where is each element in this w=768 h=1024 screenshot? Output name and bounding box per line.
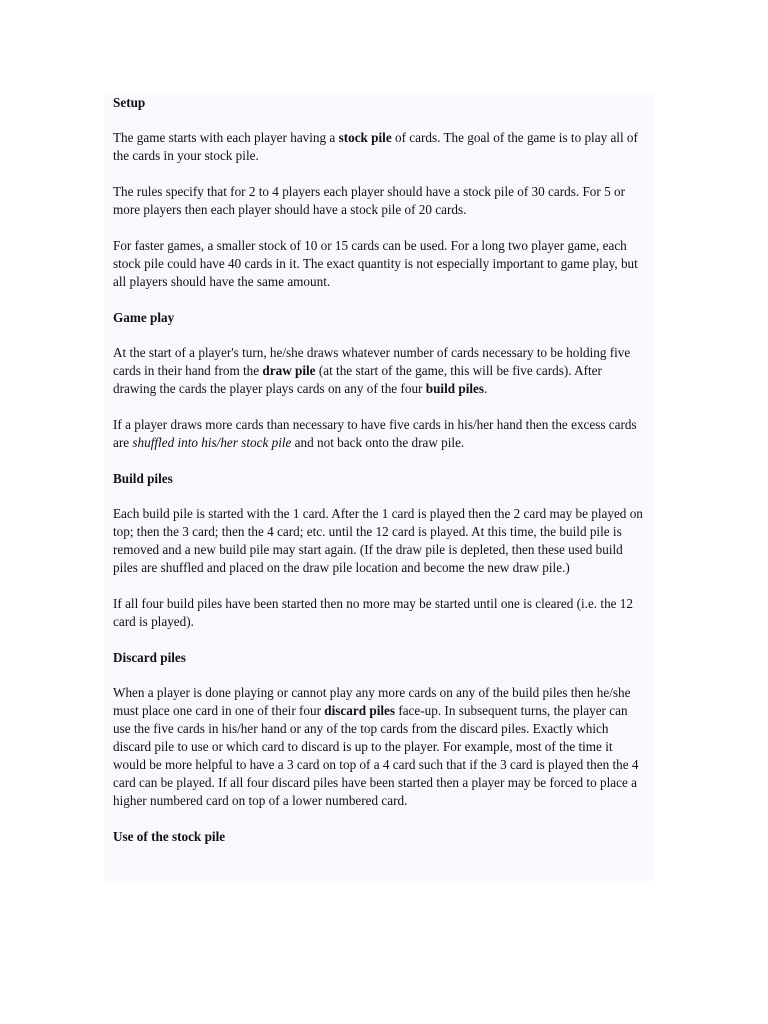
- emphasized-term: draw pile: [262, 363, 316, 378]
- text-run: face-up. In subsequent turns, the player can use the five cards in his/her hand or any of the top cards from the discard piles. Exactly which discard pile to use or which card to discard is up to the player. For example, most of the time it would be more helpful to have a 3 card on top of a 4 card such that if the 3 card is played then the 4 card can be played. If all four discard piles have been started then a player may be forced to place a higher numbered card on top of a lower numbered card.: [113, 703, 639, 808]
- text-run: At the start of a player's turn, he/she draws whatever number of cards necessary to be holding five cards in their hand from the: [113, 345, 631, 378]
- body-paragraph: [113, 416, 644, 452]
- body-paragraph: [113, 129, 644, 165]
- section-heading: Discard piles: [113, 650, 186, 665]
- text-run: (at the start of the game, this will be five cards). After drawing the cards the player plays cards on any of the four: [113, 363, 602, 396]
- section-heading: Use of the stock pile: [113, 829, 226, 844]
- body-paragraph: [113, 595, 644, 631]
- section-heading: Game play: [113, 310, 175, 325]
- body-paragraph: [113, 183, 644, 219]
- text-run: .: [484, 381, 488, 396]
- body-paragraph: [113, 505, 644, 577]
- text-run: When a player is done playing or cannot play any more cards on any of the build piles then he/she must place one card in one of their four: [113, 685, 631, 718]
- body-paragraph: [113, 344, 644, 398]
- text-run: of cards. The goal of the game is to play all of the cards in your stock pile.: [113, 130, 638, 163]
- emphasized-term: discard piles: [324, 703, 396, 718]
- text-run: If all four build piles have been started then no more may be started until one is cleared (i.e. the 12 card is played).: [113, 596, 633, 629]
- emphasized-term: build piles: [425, 381, 485, 396]
- text-run: The rules specify that for 2 to 4 players each player should have a stock pile of 30 cards. For 5 or more players then each player should have a stock pile of 20 cards.: [113, 184, 625, 217]
- section-heading: Build piles: [113, 471, 173, 486]
- text-run: If a player draws more cards than necessary to have five cards in his/her hand then the excess cards are: [113, 417, 637, 450]
- rules-text-block: [104, 93, 654, 881]
- text-run: For faster games, a smaller stock of 10 or 15 cards can be used. For a long two player game, each stock pile could have 40 cards in it. The exact quantity is not especially important to game play, but all players should have the same amount.: [113, 238, 638, 289]
- text-run: The game starts with each player having a: [113, 130, 339, 145]
- body-paragraph: [113, 684, 644, 810]
- body-paragraph: [113, 237, 644, 291]
- text-run: Each build pile is started with the 1 card. After the 1 card is played then the 2 card may be played on top; then the 3 card; then the 4 card; etc. until the 12 card is played. At this time, the build pile is removed and a new build pile may start again. (If the draw pile is depleted, then these used build piles are shuffled and placed on the draw pile location and become the new draw pile.): [113, 506, 643, 575]
- text-run: and not back onto the draw pile.: [291, 435, 465, 450]
- emphasized-term: stock pile: [338, 130, 392, 145]
- section-heading: Setup: [113, 95, 146, 110]
- italic-phrase: shuffled into his/her stock pile: [132, 435, 292, 450]
